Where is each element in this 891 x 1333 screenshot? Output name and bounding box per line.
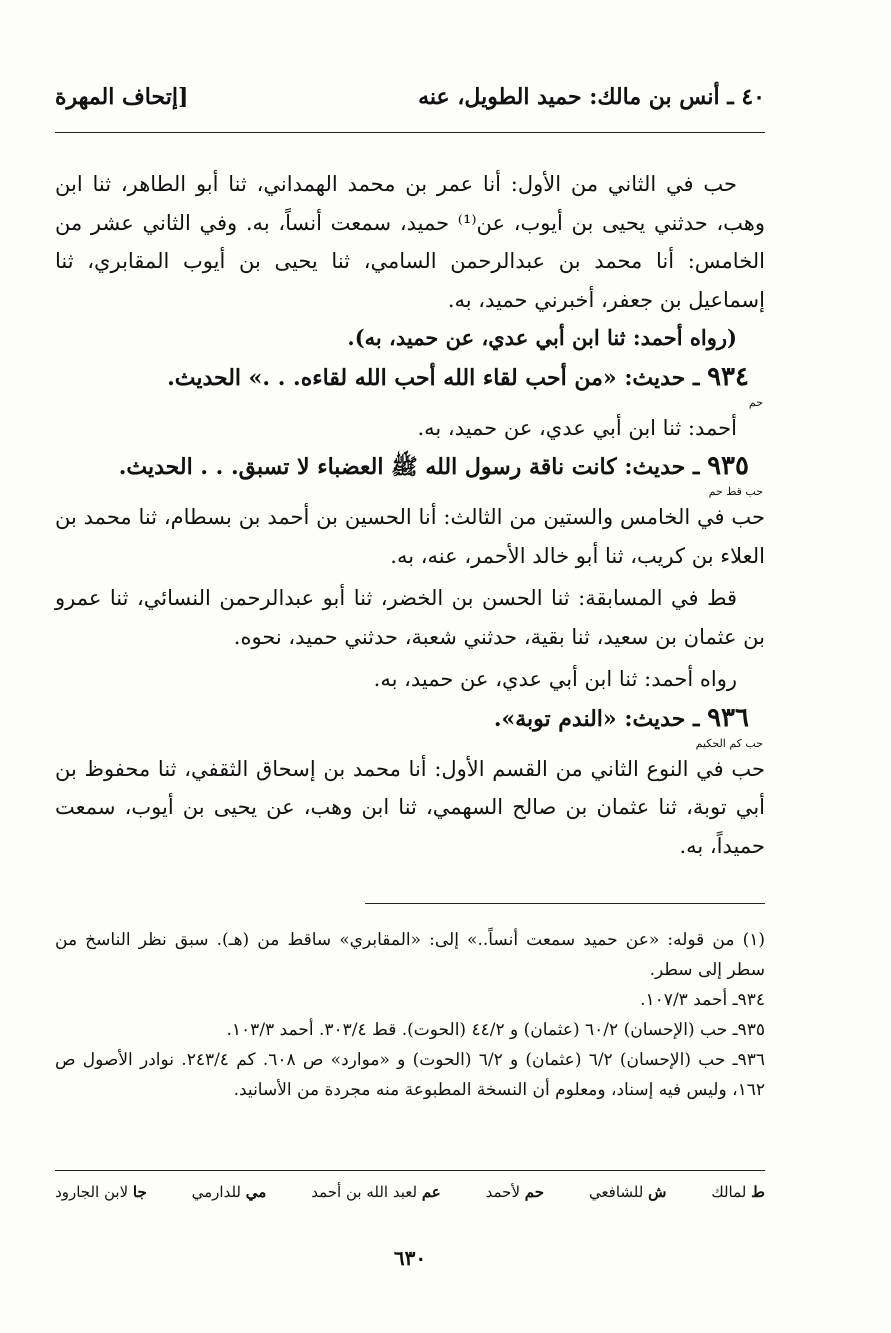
chapter-title: ٤٠ ـ أنس بن مالك: حميد الطويل، عنه bbox=[418, 84, 765, 110]
book-title: [إتحاف المهرة bbox=[55, 84, 189, 110]
book-page bbox=[55, 0, 765, 1333]
footnote-934: ٩٣٤ـ أحمد ١٠٧/٣. bbox=[640, 990, 765, 1010]
hadith-934 bbox=[55, 358, 765, 397]
hadith-text: ـ حديث: «من أحب لقاء الله أحب الله لقاءه. . .» الحديث. bbox=[167, 364, 700, 391]
legend-item: عم لعبد الله بن أحمد bbox=[311, 1183, 441, 1201]
main-text bbox=[55, 165, 765, 865]
hadith-936 bbox=[55, 699, 765, 738]
paragraph-3: أحمد: ثنا ابن أبي عدي، عن حميد، به. bbox=[417, 415, 737, 440]
paragraph-4: حب في الخامس والستين من الثالث: أنا الحسين بن أحمد بن بسطام، ثنا محمد بن العلاء بن كريب، ثنا أبو خالد الأحمر، عنه، به. bbox=[55, 505, 765, 568]
abbreviation-legend bbox=[55, 1183, 765, 1201]
paragraph-2: (رواه أحمد: ثنا ابن أبي عدي، عن حميد، به). bbox=[347, 325, 737, 350]
footnote-rule bbox=[365, 903, 765, 904]
source-symbols: حم bbox=[748, 395, 763, 409]
header-rule bbox=[55, 132, 765, 133]
footnote-936: ٩٣٦ـ حب (الإحسان) ٦/٢ (عثمان) و ٦/٢ (الحوت) و «موارد» ص ٦٠٨. كم ٢٤٣/٤. نوادر الأصول ص ١٦٢، وليس فيه إسناد، ومعلوم أن النسخة المطبوعة منه مجردة من الأسانيد. bbox=[55, 1050, 766, 1100]
running-header bbox=[55, 84, 765, 116]
legend-item: ط لمالك bbox=[711, 1183, 765, 1201]
hadith-number: ٩٣٤ bbox=[707, 361, 749, 392]
hadith-935 bbox=[55, 447, 765, 486]
paragraph-6: رواه أحمد: ثنا ابن أبي عدي، عن حميد، به. bbox=[373, 667, 737, 691]
hadith-text: ـ حديث: «الندم توبة». bbox=[493, 705, 700, 732]
source-symbols: حب كم الحكيم bbox=[695, 736, 763, 750]
legend-item: ش للشافعي bbox=[588, 1183, 667, 1201]
hadith-number: ٩٣٦ bbox=[707, 702, 749, 733]
hadith-text: ـ حديث: كانت ناقة رسول الله ﷺ العضباء لا تسبق. . . الحديث. bbox=[118, 454, 700, 480]
hadith-number: ٩٣٥ bbox=[707, 451, 749, 481]
legend-item: مي للدارمي bbox=[191, 1183, 267, 1201]
paragraph-1: حب في الثاني من الأول: أنا عمر بن محمد الهمداني، ثنا أبو الطاهر، ثنا ابن وهب، حدثني يحيى بن أيوب، عن⁽¹⁾ حميد، سمعت أنساً، به. وفي الثاني عشر من الخامس: أنا محمد بن عبدالرحمن السامي، ثنا يحيى بن أيوب المقابري، ثنا إسماعيل بن جعفر، أخبرني حميد، به. bbox=[55, 172, 765, 312]
footnotes bbox=[55, 925, 765, 1105]
paragraph-5: قط في المسابقة: ثنا الحسن بن الخضر، ثنا أبو عبدالرحمن النسائي، ثنا عمرو بن عثمان بن سعيد، ثنا بقية، حدثني شعبة، حدثني حميد، نحوه. bbox=[55, 586, 765, 649]
source-symbols: حب قط حم bbox=[708, 485, 763, 498]
page-number: ٦٣٠ bbox=[393, 1246, 427, 1270]
legend-item: جا لابن الجارود bbox=[55, 1183, 147, 1201]
footnote-935: ٩٣٥ـ حب (الإحسان) ٦٠/٢ (عثمان) و ٤٤/٢ (الحوت). قط ٣٠٣/٤. أحمد ١٠٣/٣. bbox=[226, 1020, 765, 1040]
legend-item: حم لأحمد bbox=[485, 1183, 545, 1201]
footnote-1: (١) من قوله: «عن حميد سمعت أنساً..» إلى: «المقابري» ساقط من (هـ). سبق نظر الناسخ من سطر إلى سطر. bbox=[55, 930, 765, 980]
paragraph-7: حب في النوع الثاني من القسم الأول: أنا محمد بن إسحاق الثقفي، ثنا محفوظ بن أبي توبة، ثنا عثمان بن صالح السهمي، ثنا ابن وهب، عن يحيى بن أيوب، سمعت حميداً، به. bbox=[55, 756, 765, 858]
legend-rule bbox=[55, 1170, 765, 1171]
